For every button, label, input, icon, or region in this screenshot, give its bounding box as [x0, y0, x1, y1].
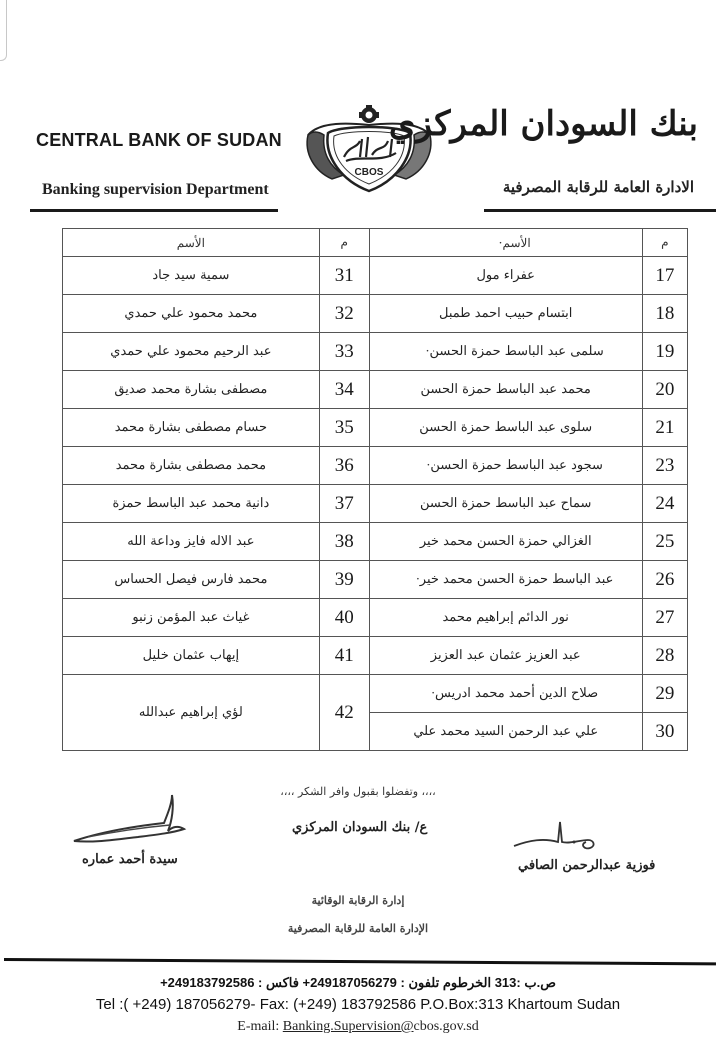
- email-domain: cbos.gov.sd: [413, 1019, 479, 1034]
- header-name-left: الأسم: [63, 229, 320, 257]
- row-name-right-text: سلمى عبد الباسط حمزة الحسن: [429, 344, 604, 359]
- row-name-right-text: سجود عبد الباسط حمزة الحسن: [430, 458, 603, 473]
- row-name-right: [369, 409, 642, 447]
- table-row: [63, 295, 688, 333]
- header-rule-right: [484, 209, 716, 212]
- row-name-right: [369, 713, 642, 751]
- row-number-right: 29: [642, 675, 687, 713]
- stray-dot: ·: [431, 686, 436, 700]
- row-number-left: 34: [319, 371, 369, 409]
- department-line-2: الإدارة العامة للرقابة المصرفية: [287, 922, 429, 935]
- header-name-right-label: الأسم: [502, 235, 531, 250]
- row-number-left: 40: [319, 599, 369, 637]
- row-number-left: 38: [319, 523, 369, 561]
- signature-left-icon: [68, 793, 188, 849]
- footer-contact-english: Tel :( +249) 187056279- Fax: (+249) 183792586 P.O.Box:313 Khartoum Sudan: [95, 996, 621, 1013]
- row-name-left: محمد محمود علي حمدي: [63, 295, 320, 333]
- row-name-right: [369, 523, 642, 561]
- row-name-right: [369, 485, 642, 523]
- signatory-left: سيدة أحمد عماره: [82, 852, 178, 867]
- email-link-user[interactable]: Banking.Supervision@: [282, 1019, 414, 1034]
- header-rule-left: [30, 209, 278, 212]
- row-name-right-text: محمد عبد الباسط حمزة الحسن: [420, 382, 591, 397]
- row-name-right-text: صلاح الدين أحمد محمد ادريس: [435, 686, 599, 701]
- row-number-right: 19: [642, 333, 687, 371]
- row-number-left: 37: [319, 485, 369, 523]
- row-number-right: 26: [642, 561, 687, 599]
- row-number-left: 41: [319, 637, 369, 675]
- department-line-1: إدارة الرقابة الوقائية: [311, 894, 405, 907]
- row-name-right: [369, 257, 642, 295]
- row-name-right-text: نور الدائم إبراهيم محمد: [442, 610, 569, 625]
- table-row: [63, 257, 688, 295]
- row-name-right-text: ابتسام حبيب احمد طمبل: [438, 306, 573, 321]
- row-name-right: [369, 371, 642, 409]
- signatory-right: فوزية عبدالرحمن الصافي: [518, 858, 656, 873]
- row-name-right: [369, 637, 642, 675]
- stray-dot: ·: [425, 344, 430, 358]
- table-row: [63, 675, 688, 713]
- department-name-arabic: الادارة العامة للرقابة المصرفية: [502, 178, 694, 196]
- footer-contact-arabic: ص.ب :313 الخرطوم تلفون : 249187056279+ فاكس : 249183792586+: [160, 975, 556, 990]
- row-name-left: عبد الاله فايز وداعة الله: [63, 523, 320, 561]
- row-number-right: 17: [642, 257, 687, 295]
- row-name-right-text: عبد الباسط حمزة الحسن محمد خير: [419, 572, 614, 587]
- row-name-right: [369, 561, 642, 599]
- gear-icon: [359, 105, 379, 123]
- table-row: [63, 333, 688, 371]
- row-name-left: إيهاب عثمان خليل: [63, 637, 320, 675]
- page-corner-edge: [0, 0, 7, 61]
- table-row: [63, 371, 688, 409]
- table-header-row: [63, 229, 688, 257]
- table-row: [63, 561, 688, 599]
- row-number-left: 33: [319, 333, 369, 371]
- row-name-left: لؤي إبراهيم عبدالله: [63, 675, 320, 751]
- row-number-left: 42: [319, 675, 369, 751]
- email-label: E-mail:: [237, 1019, 283, 1034]
- row-name-right: [369, 447, 642, 485]
- table-row: [63, 409, 688, 447]
- header-number-left: م: [319, 229, 369, 257]
- row-number-right: 30: [642, 713, 687, 751]
- row-number-left: 39: [319, 561, 369, 599]
- row-name-right-text: الغزالي حمزة الحسن محمد خير: [419, 534, 592, 549]
- row-name-right-text: سلوى عبد الباسط حمزة الحسن: [419, 420, 593, 435]
- row-name-right: [369, 675, 642, 713]
- footer-email: [0, 1019, 716, 1035]
- header-name-right: [369, 229, 642, 257]
- row-name-left: حسام مصطفى بشارة محمد: [63, 409, 320, 447]
- row-number-left: 32: [319, 295, 369, 333]
- stray-dot: ·: [415, 572, 420, 586]
- row-number-right: 24: [642, 485, 687, 523]
- row-number-right: 18: [642, 295, 687, 333]
- row-name-right-text: عبد العزيز عثمان عبد العزيز: [430, 648, 581, 663]
- row-name-left: غياث عبد المؤمن زنبو: [63, 599, 320, 637]
- table-body: [63, 257, 688, 751]
- table-row: [63, 447, 688, 485]
- row-name-right-text: عفراء مول: [476, 268, 535, 283]
- signature-right-icon: [510, 818, 600, 854]
- row-name-left: عبد الرحيم محمود علي حمدي: [63, 333, 320, 371]
- row-number-right: 20: [642, 371, 687, 409]
- department-name-english: Banking supervision Department: [42, 181, 269, 198]
- row-number-right: 21: [642, 409, 687, 447]
- table-row: [63, 485, 688, 523]
- row-number-right: 28: [642, 637, 687, 675]
- row-number-left: 35: [319, 409, 369, 447]
- stray-dot: ·: [426, 458, 431, 472]
- table-row: [63, 523, 688, 561]
- row-name-left: سمية سيد جاد: [63, 257, 320, 295]
- row-name-left: محمد فارس فيصل الحساس: [63, 561, 320, 599]
- stray-dot: ·: [498, 235, 503, 250]
- row-number-left: 31: [319, 257, 369, 295]
- row-number-right: 27: [642, 599, 687, 637]
- names-table: [62, 228, 688, 751]
- row-number-left: 36: [319, 447, 369, 485]
- logo-abbr: CBOS: [354, 167, 384, 178]
- row-name-right: [369, 599, 642, 637]
- row-number-right: 23: [642, 447, 687, 485]
- row-name-left: مصطفى بشارة محمد صديق: [63, 371, 320, 409]
- row-name-left: محمد مصطفى بشارة محمد: [63, 447, 320, 485]
- table-row: [63, 599, 688, 637]
- row-name-left: دانية محمد عبد الباسط حمزة: [63, 485, 320, 523]
- bank-name-arabic: بنك السودان المركزي: [388, 104, 698, 144]
- row-name-right-text: سماح عبد الباسط حمزة الحسن: [419, 496, 592, 511]
- header-number-right: م: [642, 229, 687, 257]
- row-number-right: 25: [642, 523, 687, 561]
- row-name-right-text: علي عبد الرحمن السيد محمد علي: [413, 724, 599, 739]
- issuer-line: ع/ بنك السودان المركزي: [292, 820, 428, 835]
- footer-rule: [4, 958, 716, 965]
- row-name-right: [369, 333, 642, 371]
- row-name-right: [369, 295, 642, 333]
- table-row: [63, 637, 688, 675]
- closing-line: ،،،، وتفضلوا بقبول وافر الشكر ،،،،: [280, 785, 436, 798]
- bank-name-english: CENTRAL BANK OF SUDAN: [36, 130, 282, 150]
